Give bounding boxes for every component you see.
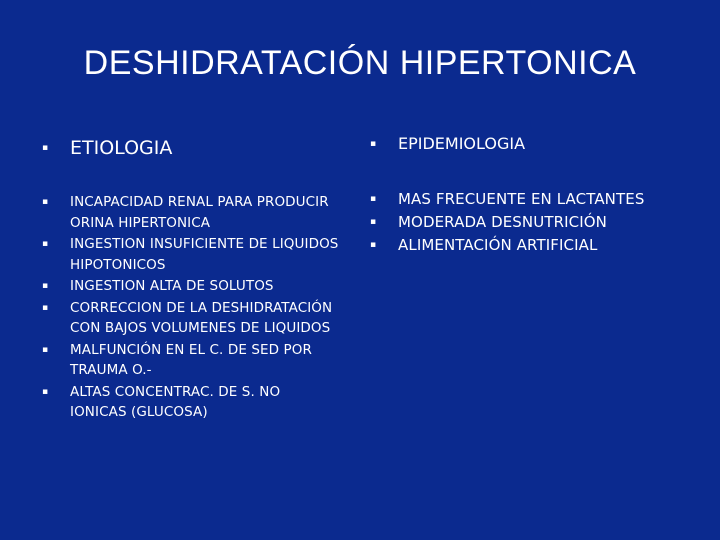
bullet-icon: ▪ [42, 143, 49, 153]
etiologia-heading: ETIOLOGIA [70, 137, 173, 159]
list-item [40, 276, 340, 297]
list-item-text: MAS FRECUENTE EN LACTANTES [398, 190, 645, 208]
epidemiologia-heading-row [368, 130, 708, 158]
list-item [368, 234, 708, 257]
bullet-icon: ▪ [370, 240, 377, 250]
bullet-icon: ▪ [42, 197, 49, 207]
bullet-icon: ▪ [42, 386, 49, 397]
epidemiologia-column [368, 130, 708, 257]
list-item-text: CORRECCION DE LA DESHIDRATACIÓN CON BAJOS VOLUMENES DE LIQUIDOS [70, 299, 333, 336]
bullet-icon: ▪ [42, 239, 49, 249]
list-item-text: ALIMENTACIÓN ARTIFICIAL [398, 236, 598, 254]
list-item-text: MODERADA DESNUTRICIÓN [398, 213, 607, 231]
etiologia-heading-row [40, 134, 340, 162]
epidemiologia-heading: EPIDEMIOLOGIA [398, 134, 526, 153]
list-item-text: INCAPACIDAD RENAL PARA PRODUCIR ORINA HIPERTONICA [70, 194, 329, 231]
list-item [368, 188, 708, 211]
list-item-text: MALFUNCIÓN EN EL C. DE SED POR TRAUMA O.- [70, 341, 312, 378]
bullet-icon: ▪ [42, 281, 49, 291]
bullet-icon: ▪ [370, 194, 377, 204]
bullet-icon: ▪ [42, 344, 49, 355]
list-item [40, 382, 340, 423]
etiologia-column [40, 134, 340, 424]
list-item-text: ALTAS CONCENTRAC. DE S. NO IONICAS (GLUCOSA) [70, 383, 281, 420]
list-item [40, 234, 340, 275]
list-item [368, 211, 708, 234]
list-item-text: INGESTION INSUFICIENTE DE LIQUIDOS HIPOTONICOS [70, 236, 339, 273]
bullet-icon: ▪ [370, 139, 377, 149]
list-item [40, 298, 340, 339]
bullet-icon: ▪ [42, 302, 49, 313]
slide-title: DESHIDRATACIÓN HIPERTONICA [83, 44, 637, 82]
list-item [40, 192, 340, 233]
list-item [40, 340, 340, 381]
bullet-icon: ▪ [370, 217, 377, 227]
list-item-text: INGESTION ALTA DE SOLUTOS [70, 278, 274, 294]
